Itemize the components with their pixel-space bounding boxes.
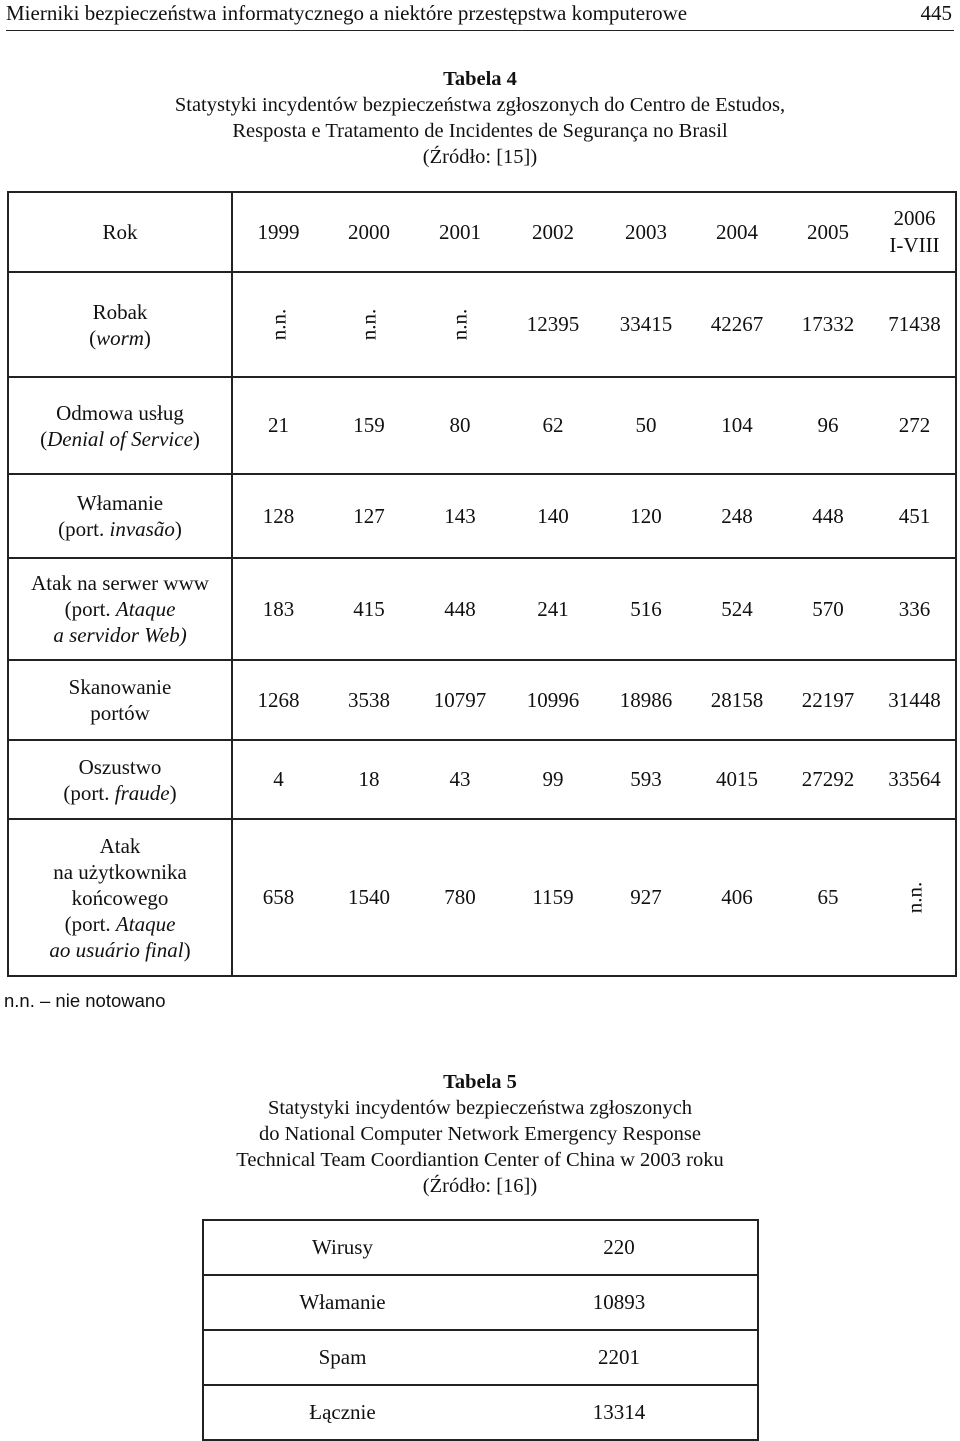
label-line: Skanowanie xyxy=(68,675,172,699)
table5-caption-line1: Statystyki incydentów bezpieczeństwa zgłoszonych xyxy=(267,1097,693,1119)
row-label-web-attack xyxy=(8,558,232,660)
label-line: (port. Ataque xyxy=(64,597,176,621)
value-cell: 272 xyxy=(874,377,956,474)
incidents-table-brazil xyxy=(7,191,957,977)
label-line: ao usuário final) xyxy=(49,937,191,962)
value-cell: 21 xyxy=(232,377,324,474)
label-line: Robak xyxy=(92,299,148,324)
value-cell: 140 xyxy=(506,474,600,558)
page-header xyxy=(6,0,954,31)
value-cell: 10996 xyxy=(506,660,600,740)
label-line: (port. Ataque xyxy=(64,911,176,936)
value-cell: 17332 xyxy=(782,272,874,377)
value-cell: 128 xyxy=(232,474,324,558)
row-label-fraud xyxy=(8,740,232,819)
table-row xyxy=(8,558,956,660)
table4-footnote: n.n. – nie notowano xyxy=(4,990,166,1011)
value-cell: 143 xyxy=(414,474,506,558)
value-cell: 50 xyxy=(600,377,692,474)
table5-caption-line3: Technical Team Coordiantion Center of China w 2003 roku xyxy=(236,1149,724,1171)
row-label-port-scan xyxy=(8,660,232,740)
year-cell: 1999 xyxy=(232,192,324,272)
label-line-italic: Ataque xyxy=(115,911,176,936)
label-line-italic: ao usuário final xyxy=(49,937,184,962)
label-line-italic: invasão xyxy=(109,517,175,541)
value-cell: 415 xyxy=(324,558,414,660)
label-line: (port. invasão) xyxy=(58,517,182,541)
table-row xyxy=(8,474,956,558)
category-cell: Łącznie xyxy=(203,1385,481,1440)
table-row xyxy=(8,819,956,976)
label-line-italic: Denial of Service xyxy=(47,426,193,451)
year-header-label: Rok xyxy=(8,192,232,272)
value-cell: 28158 xyxy=(692,660,782,740)
value-cell: 18986 xyxy=(600,660,692,740)
year-cell-2006 xyxy=(874,192,956,272)
value-cell: 71438 xyxy=(874,272,956,377)
value-cell: 27292 xyxy=(782,740,874,819)
table5-caption-line2: do National Computer Network Emergency Response xyxy=(259,1123,701,1145)
table4-caption xyxy=(0,66,960,170)
value-cell: 22197 xyxy=(782,660,874,740)
value-cell: 96 xyxy=(782,377,874,474)
value-cell: 1540 xyxy=(324,819,414,976)
incidents-table-china xyxy=(202,1219,759,1441)
table4-caption-line1: Statystyki incydentów bezpieczeństwa zgłoszonych do Centro de Estudos, xyxy=(174,94,786,116)
count-cell: 2201 xyxy=(481,1330,758,1385)
label-line: Atak na serwer www xyxy=(31,571,209,595)
table5-caption xyxy=(0,1069,960,1199)
label-line: (Denial of Service) xyxy=(40,426,200,451)
year-cell: 2001 xyxy=(414,192,506,272)
value-cell: 241 xyxy=(506,558,600,660)
value-cell: 33415 xyxy=(600,272,692,377)
value-cell: 570 xyxy=(782,558,874,660)
year-2006-period: I-VIII xyxy=(889,233,940,257)
value-cell: 516 xyxy=(600,558,692,660)
table4-header-row xyxy=(8,192,956,272)
value-rotated: n.n. xyxy=(447,308,472,341)
value-cell: 248 xyxy=(692,474,782,558)
value-cell xyxy=(414,272,506,377)
label-line: Oszustwo xyxy=(78,754,162,779)
value-cell: 183 xyxy=(232,558,324,660)
running-title: Mierniki bezpieczeństwa informatycznego a niektóre przestępstwa komputerowe xyxy=(6,1,688,25)
value-cell: 43 xyxy=(414,740,506,819)
value-cell: 3538 xyxy=(324,660,414,740)
value-cell: 120 xyxy=(600,474,692,558)
value-cell: 1159 xyxy=(506,819,600,976)
value-cell xyxy=(232,272,324,377)
value-cell: 62 xyxy=(506,377,600,474)
row-label-dos xyxy=(8,377,232,474)
year-cell: 2000 xyxy=(324,192,414,272)
value-rotated: n.n. xyxy=(356,308,381,341)
value-cell: 159 xyxy=(324,377,414,474)
row-label-intrusion xyxy=(8,474,232,558)
count-cell: 13314 xyxy=(481,1385,758,1440)
table4-title: Tabela 4 xyxy=(443,68,517,90)
label-line-italic: Ataque xyxy=(115,597,176,621)
table4-source: (Źródło: [15]) xyxy=(422,146,538,168)
table5-source: (Źródło: [16]) xyxy=(422,1175,538,1197)
value-cell: 31448 xyxy=(874,660,956,740)
category-cell: Spam xyxy=(203,1330,481,1385)
value-cell: 12395 xyxy=(506,272,600,377)
value-cell: 33564 xyxy=(874,740,956,819)
label-line: Włamanie xyxy=(76,491,164,515)
table5-title: Tabela 5 xyxy=(443,1071,517,1093)
value-cell: 780 xyxy=(414,819,506,976)
value-cell: 448 xyxy=(414,558,506,660)
year-cell: 2003 xyxy=(600,192,692,272)
value-cell: 406 xyxy=(692,819,782,976)
table-row xyxy=(203,1220,758,1275)
value-cell xyxy=(874,819,956,976)
value-cell: 65 xyxy=(782,819,874,976)
value-cell: 10797 xyxy=(414,660,506,740)
table-row xyxy=(203,1385,758,1440)
table4-caption-line2: Resposta e Tratamento de Incidentes de Segurança no Brasil xyxy=(232,120,728,142)
label-line-italic: worm xyxy=(96,325,144,350)
value-cell: 4 xyxy=(232,740,324,819)
value-cell: 99 xyxy=(506,740,600,819)
year-cell: 2004 xyxy=(692,192,782,272)
value-cell: 4015 xyxy=(692,740,782,819)
value-cell: 658 xyxy=(232,819,324,976)
value-cell: 18 xyxy=(324,740,414,819)
year-cell: 2002 xyxy=(506,192,600,272)
value-cell: 336 xyxy=(874,558,956,660)
value-cell xyxy=(324,272,414,377)
count-cell: 10893 xyxy=(481,1275,758,1330)
table-row xyxy=(8,272,956,377)
value-rotated: n.n. xyxy=(902,881,926,914)
table-row xyxy=(8,377,956,474)
value-cell: 451 xyxy=(874,474,956,558)
value-cell: 42267 xyxy=(692,272,782,377)
table-row xyxy=(8,660,956,740)
table-row xyxy=(203,1330,758,1385)
value-cell: 448 xyxy=(782,474,874,558)
label-line: portów xyxy=(90,701,150,725)
count-cell: 220 xyxy=(481,1220,758,1275)
row-label-worm xyxy=(8,272,232,377)
label-line-italic: fraude xyxy=(114,780,170,805)
label-line: Odmowa usług xyxy=(56,400,184,425)
table-row xyxy=(8,740,956,819)
label-line: Atak xyxy=(99,833,141,858)
year-cell: 2005 xyxy=(782,192,874,272)
label-line: na użytkownika xyxy=(53,859,187,884)
value-cell: 524 xyxy=(692,558,782,660)
label-line: a servidor Web) xyxy=(53,623,187,647)
row-label-end-user-attack xyxy=(8,819,232,976)
label-line: końcowego xyxy=(71,885,169,910)
category-cell: Wirusy xyxy=(203,1220,481,1275)
value-cell: 927 xyxy=(600,819,692,976)
value-cell: 127 xyxy=(324,474,414,558)
value-rotated: n.n. xyxy=(266,308,290,341)
value-cell: 80 xyxy=(414,377,506,474)
value-cell: 1268 xyxy=(232,660,324,740)
value-cell: 104 xyxy=(692,377,782,474)
label-line: (port. fraude) xyxy=(63,780,177,805)
year-2006: 2006 xyxy=(893,206,936,230)
category-cell: Włamanie xyxy=(203,1275,481,1330)
label-line: (worm) xyxy=(89,325,151,350)
table-row xyxy=(203,1275,758,1330)
page-number: 445 xyxy=(920,1,952,25)
value-cell: 593 xyxy=(600,740,692,819)
